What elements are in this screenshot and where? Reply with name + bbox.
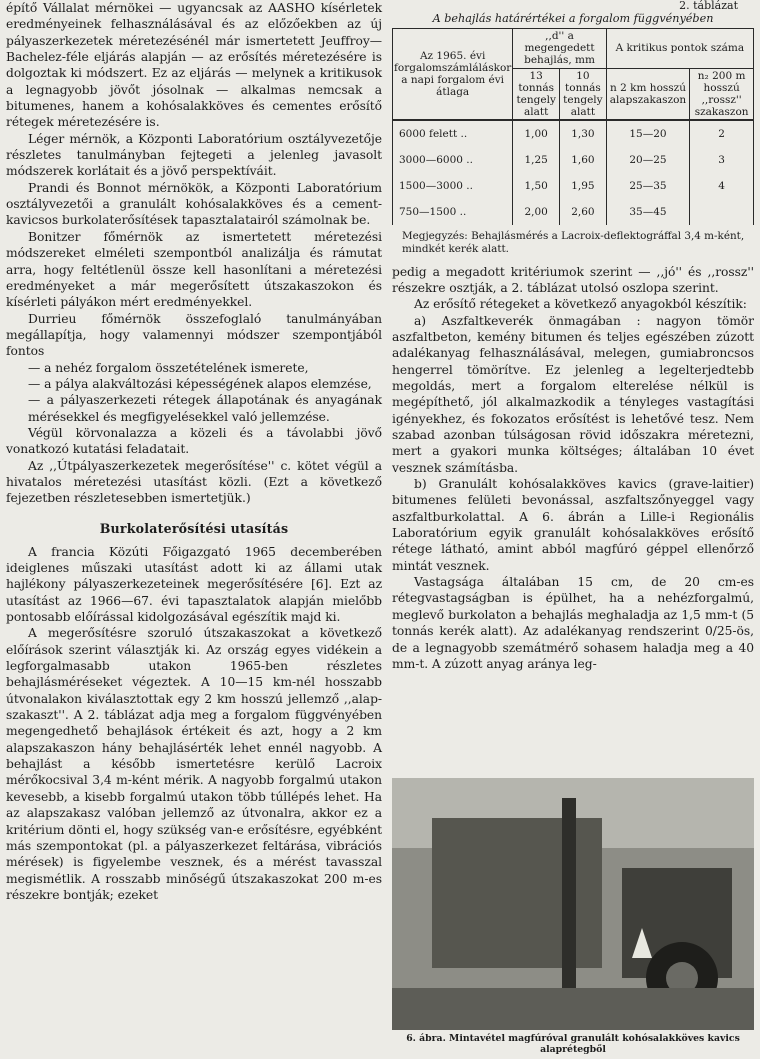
table-header-critical-points: A kritikus pontok száma xyxy=(606,29,753,69)
table-cell: 1500—3000 .. xyxy=(393,173,513,199)
table-cell: 1,25 xyxy=(513,147,560,173)
table-subheader: n 2 km hosszú alapszakaszon xyxy=(606,68,690,120)
paragraph: b) Granulált kohósalakköves kavics (grave-laitier) bitumenes felületi bevonással, aszfaltszőnyeggel vagy aszfaltburkolattal. A 6. ábrán a Lille-i Regionális Laboratórium egyik granulált kohósalakköves erősítő rétege látható, amint abból magfúró géppel ellenőrző mintát vesznek. xyxy=(392,477,754,573)
table-cell xyxy=(690,199,754,225)
table-cell: 1,50 xyxy=(513,173,560,199)
paragraph: Az erősítő rétegeket a következő anyagokból készítik: xyxy=(414,297,747,312)
paragraph: A francia Közúti Főigazgató 1965 decemberében ideiglenes műszaki utasítást adott ki az állami utak hajlékony pályaszerkezeteinek megerősítésére [6]. Ezt az utasítást az 1966—67. évi tapasztalatok alapján mielőbb pontosabb előírással kidolgozásával egészítik majd ki. xyxy=(6,544,382,625)
table-header-deflection: ,,d'' a megengedett behajlás, mm xyxy=(513,29,606,69)
table-title: A behajlás határértékei a forgalom függvényében xyxy=(432,12,714,25)
table-cell: 4 xyxy=(690,173,754,199)
paragraph: A megerősítésre szoruló útszakaszokat a következő előírások szerint választják ki. Az ország egyes vidékein a legforgalmasabb utakon 1965-ben részletes behajlásméréseket végeztek. A 10—15 km-nél hosszabb útvonalakon kiválasztottak egy 2 km hosszú jellemző ,,alap-szakaszt''. A 2. táblázat adja meg a forgalom függvényében megengedhető behajlások értékeit és azt, hogy a 2 km alapszakaszon hány behajlásérték lehet ennél nagyobb. A behajlást a később ismertetésre kerülő Lacroix mérőkocsival 3,4 m-ként mérik. A nagyobb forgalmú utakon kevesebb, a kisebb forgalmú utakon több túllépés lehet. Ha az alapszakasz valóban jellemző az útvonalra, akkor ez a kritérium dönti el, hogy szükség van-e erősítésre, egyébként más szempontokat (pl. a pályaszerkezet feltárása, vibrációs mérések) is figyelembe vesznek, és a mérést tavasszal megismétlik. A rosszabb minőségű útszakaszokat 200 m-es részekre bontják; ezeket xyxy=(6,626,382,902)
paragraph: Vastagsága általában 15 cm, de 20 cm-es rétegvastagságban is épülhet, ha a nehézforgalmú, meglevő burkolaton a behajlás meghaladja az 1,5 mm-t (5 tonnás kerék alatt). Az adalékanyag rendszerint 0/25-ös, de a legnagyobb szemátmérő sohasem haladja meg a 40 mm-t. A zúzott anyag aránya leg- xyxy=(392,575,754,671)
deflection-table xyxy=(392,28,754,225)
list-item: — a pályaszerkezeti rétegek állapotának és anyagának mérésekkel és megfigyelésekkel való jellemzése. xyxy=(28,393,382,424)
table-cell: 1,30 xyxy=(560,120,607,147)
table-subheader: 10 tonnás tengely alatt xyxy=(560,68,607,120)
paragraph: Bonitzer főmérnök az ismertetett méretezési módszereket elméleti szempontból analizálja és rámutat arra, hogy feltétlenül össze kell hasonlítani a méretezési eredményeket a már megerősített útszakaszokon és kísérleti pályákon mért eredményekkel. xyxy=(6,229,382,310)
figure-caption: 6. ábra. Mintavétel magfúróval granulált kohósalakköves kavics alaprétegből xyxy=(406,1033,740,1055)
table-cell: 20—25 xyxy=(606,147,690,173)
table-body xyxy=(393,120,754,225)
section-heading: Burkolaterősítési utasítás xyxy=(99,520,289,536)
paragraph: a) Aszfaltkeverék önmagában : nagyon tömör aszfaltbeton, kemény bitumen és teljes egészében zúzott adalékanyag felhasználásával, melegen, gumiabroncsos hengerrel tömörítve. Ez jelenleg a legelterjedtebb megoldás, mert a forgalom elterelése nélkül is megépíthető, jól alkalmazkodik a tényleges vastagítási igényekhez, és fokozatos erősítést is lehetővé tesz. Nem szabad azonban túlságosan rövid időszakra méretezni, mert a gyakori munka költséges; általában 10 évet vesznek számításba. xyxy=(392,313,754,475)
figure-6-photo xyxy=(392,778,754,1030)
table-cell: 15—20 xyxy=(606,120,690,147)
table-number: 2. táblázat xyxy=(679,0,738,12)
paragraph: Durrieu főmérnök összefoglaló tanulmányában megállapítja, hogy valamennyi módszer szempontjából fontos xyxy=(6,311,382,359)
table-row xyxy=(393,147,754,173)
table-cell: 2,60 xyxy=(560,199,607,225)
table-row xyxy=(393,173,754,199)
right-column xyxy=(392,0,754,1055)
table-header-traffic: Az 1965. évi forgalomszámláláskor a napi forgalom évi átlaga xyxy=(393,29,513,121)
paragraph: Léger mérnök, a Központi Laboratórium osztályvezetője részletes tanulmányban fejtegeti a jelenleg javasolt módszerek korlátait és a jövő perspektíváit. xyxy=(6,131,382,179)
paragraph: Az ,,Útpályaszerkezetek megerősítése'' c. kötet végül a hivatalos méretezési utasítást közli. (Ezt a következő fejezetben részletesebben ismertetjük.) xyxy=(6,458,382,506)
table-cell: 1,00 xyxy=(513,120,560,147)
list-item: — a pálya alakváltozási képességének alapos elemzése, xyxy=(28,376,372,391)
table-cell: 25—35 xyxy=(606,173,690,199)
table-cell: 35—45 xyxy=(606,199,690,225)
paragraph: pedig a megadott kritériumok szerint — ,,jó'' és ,,rossz'' részekre osztják, a 2. táblázat utolsó oszlopa szerint. xyxy=(392,264,754,295)
table-cell: 1,95 xyxy=(560,173,607,199)
table-cell: 6000 felett .. xyxy=(393,120,513,147)
table-row xyxy=(393,199,754,225)
table-note: Megjegyzés: Behajlásmérés a Lacroix-deflektográffal 3,4 m-ként, mindkét kerék alatt. xyxy=(402,230,745,256)
table-cell: 750—1500 .. xyxy=(393,199,513,225)
table-subheader: n₂ 200 m hosszú ,,rossz'' szakaszon xyxy=(690,68,754,120)
table-cell: 3 xyxy=(690,147,754,173)
paragraph: építő Vállalat mérnökei — ugyancsak az AASHO kísérletek eredményeinek felhasználásával és az előzőekben az új pályaszerkezetek méretezésénél már ismertetett Jeuffroy—Bachelez-féle eljárás alapján — az erősítés méretezésére is dolgoztak ki módszert. Ez az eljárás — melynek a kritikusok a legnagyobb jövőt jósolnak — alkalmas nemcsak a bitumenes, hanem a kohósalakköves és cementes erősítő rétegek méretezésére is. xyxy=(6,1,382,130)
left-column xyxy=(6,0,382,903)
list-item: — a nehéz forgalom összetételének ismerete, xyxy=(28,360,309,375)
table-cell: 3000—6000 .. xyxy=(393,147,513,173)
table-cell: 2 xyxy=(690,120,754,147)
table-subheader: 13 tonnás tengely alatt xyxy=(513,68,560,120)
table-cell: 1,60 xyxy=(560,147,607,173)
table-cell: 2,00 xyxy=(513,199,560,225)
right-text xyxy=(392,264,754,673)
paragraph: Prandi és Bonnot mérnökök, a Központi Laboratórium osztályvezetői a granulált kohósalakköves és a cement-kavicsos burkolaterősítések tapasztalatairól számolnak be. xyxy=(6,180,382,228)
table-row xyxy=(393,120,754,147)
paragraph: Végül körvonalazza a közeli és a távolabbi jövő vonatkozó kutatási feladatait. xyxy=(6,425,382,457)
coring-machine-illustration xyxy=(392,778,754,1030)
